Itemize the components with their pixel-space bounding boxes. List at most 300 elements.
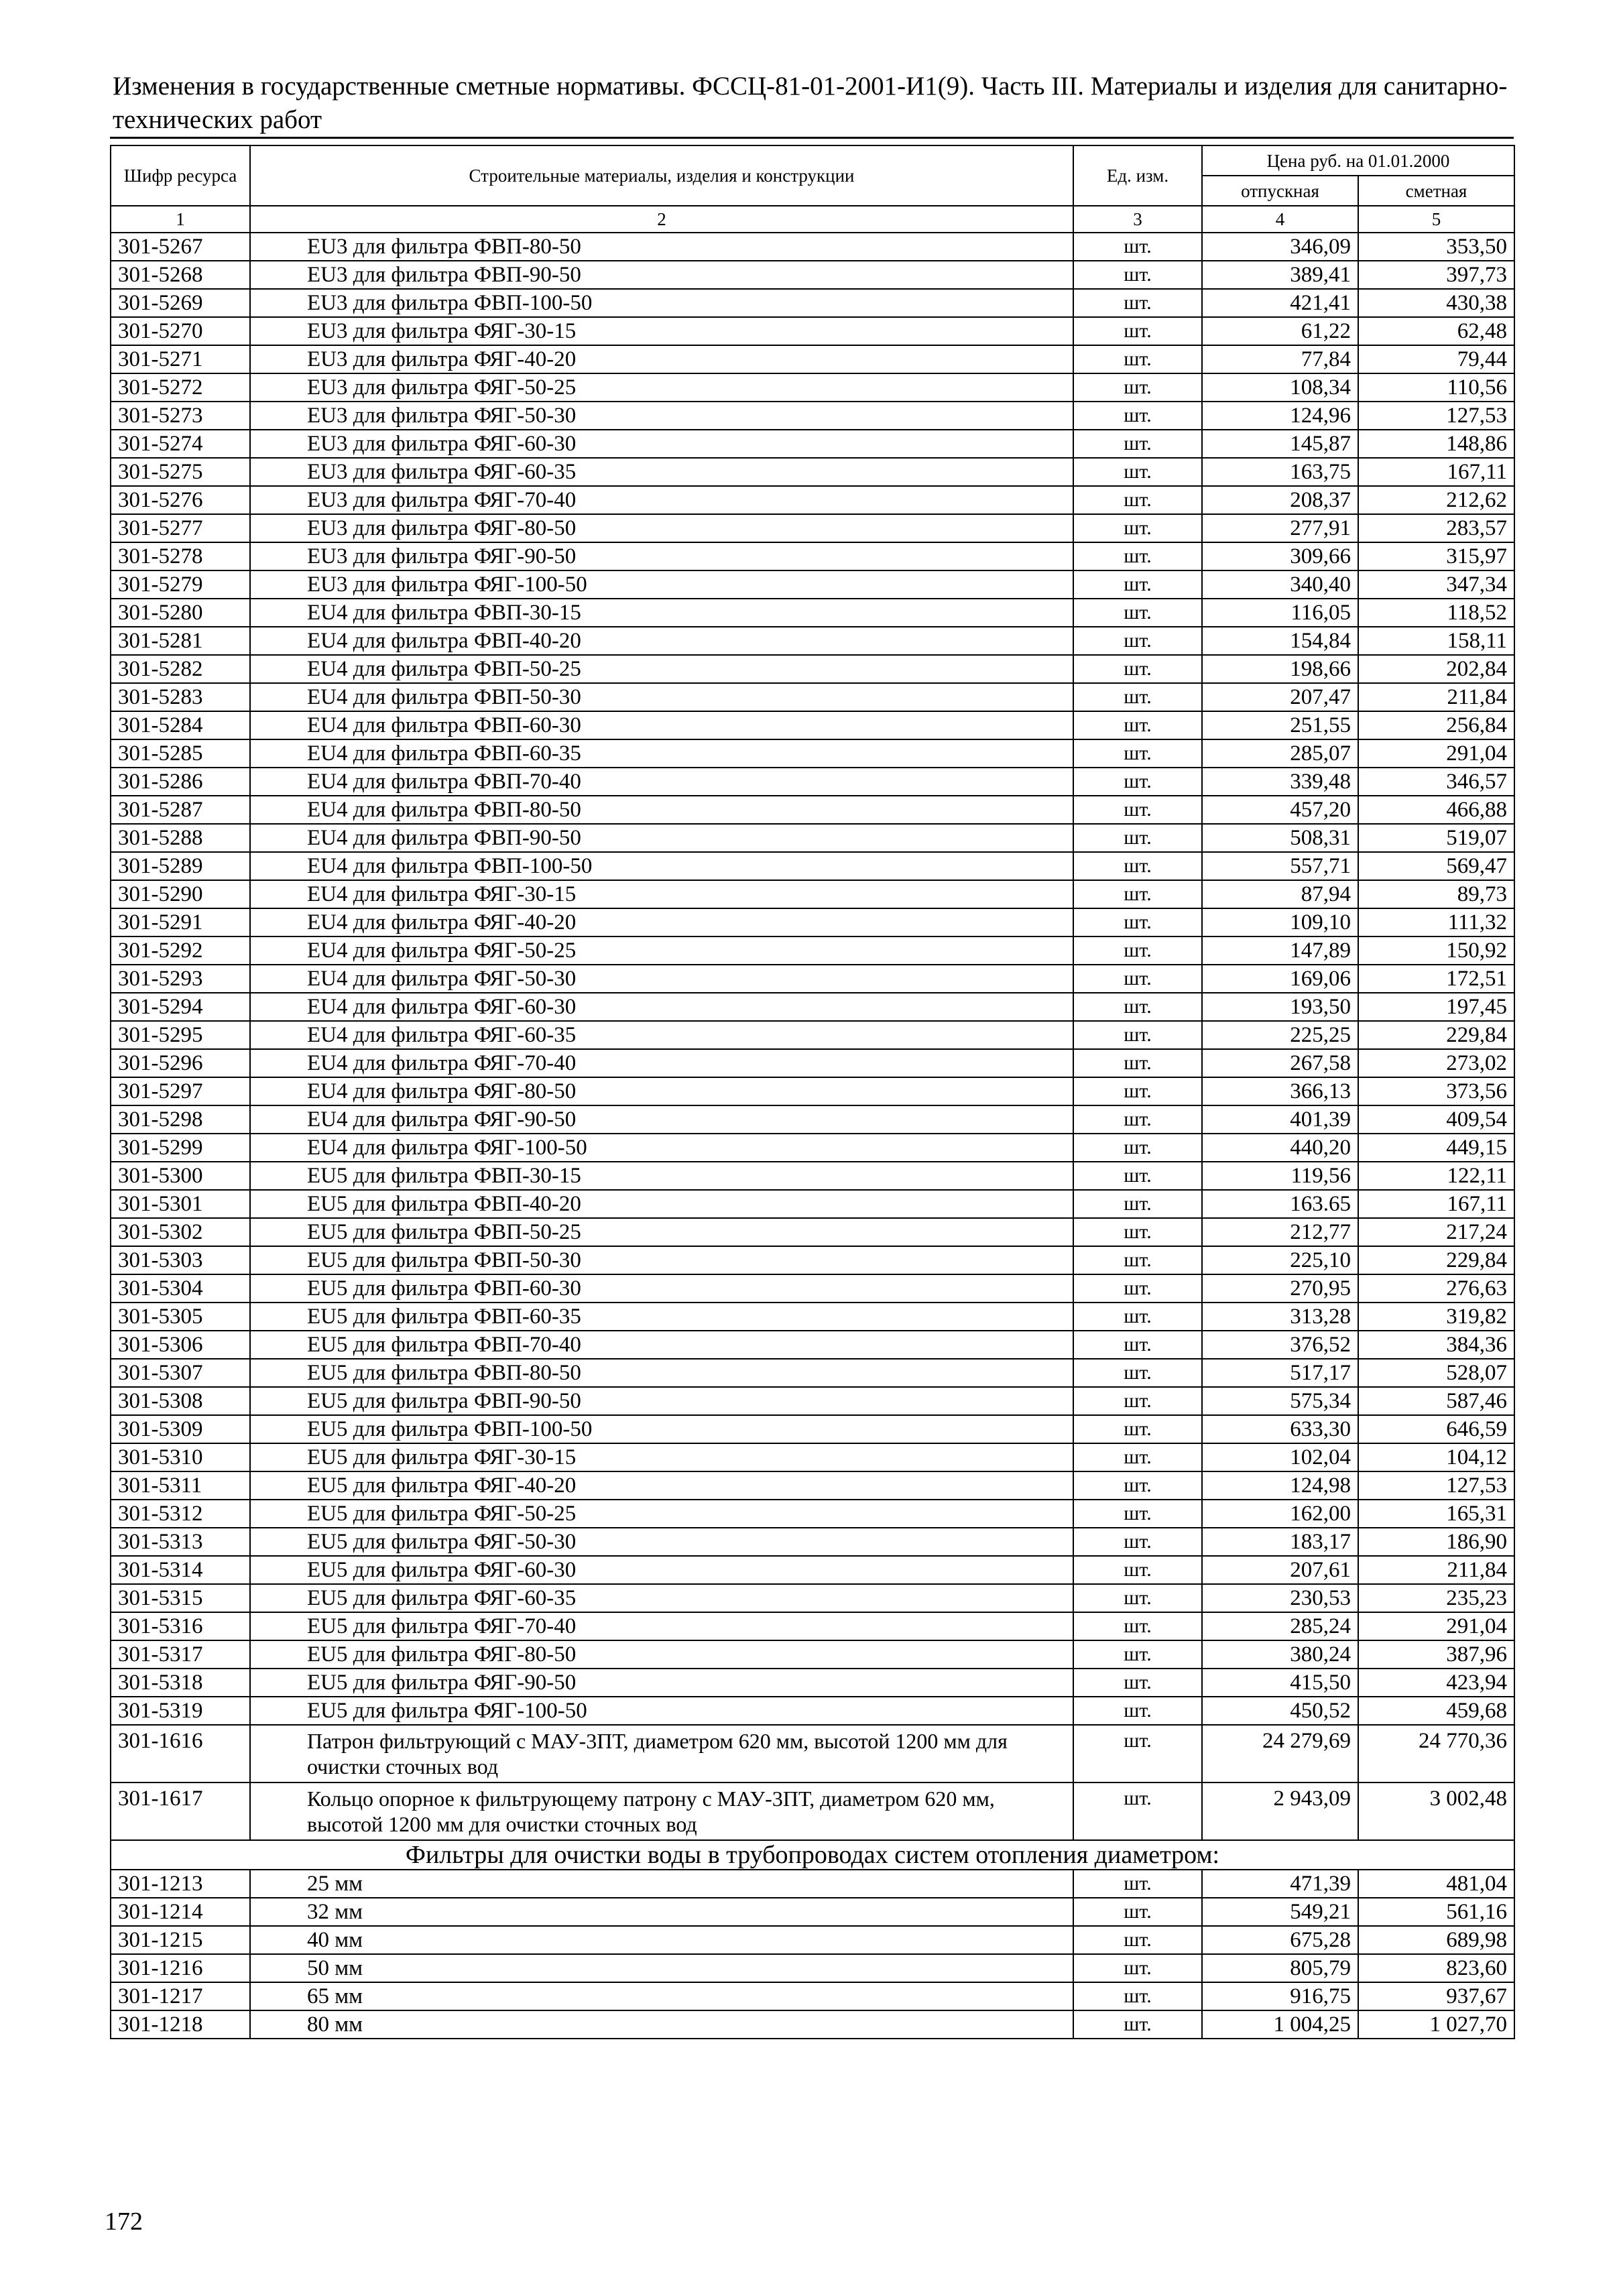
- release-price-cell: 415,50: [1202, 1669, 1358, 1697]
- resource-code-cell: 301-5285: [111, 739, 250, 768]
- estimate-price-cell: 167,11: [1358, 1190, 1514, 1218]
- resource-code-cell: 301-5281: [111, 627, 250, 655]
- table-row: [111, 711, 1514, 739]
- resource-code-cell: 301-1616: [111, 1725, 250, 1783]
- estimate-price-cell: 1 027,70: [1358, 2010, 1514, 2039]
- release-price-cell: 633,30: [1202, 1415, 1358, 1443]
- release-price-cell: 366,13: [1202, 1077, 1358, 1105]
- release-price-cell: 77,84: [1202, 345, 1358, 373]
- unit-cell: шт.: [1073, 739, 1202, 768]
- unit-cell: шт.: [1073, 1105, 1202, 1134]
- estimate-price-cell: 276,63: [1358, 1274, 1514, 1303]
- unit-cell: шт.: [1073, 1443, 1202, 1471]
- table-row: [111, 261, 1514, 289]
- table-body: [111, 233, 1514, 2039]
- unit-cell: шт.: [1073, 880, 1202, 908]
- release-price-cell: 380,24: [1202, 1640, 1358, 1669]
- estimate-price-cell: 346,57: [1358, 768, 1514, 796]
- release-price-cell: 309,66: [1202, 542, 1358, 570]
- material-name-cell: EU5 для фильтра ФВП-40-20: [250, 1190, 1073, 1218]
- unit-cell: шт.: [1073, 1077, 1202, 1105]
- estimate-price-cell: 3 002,48: [1358, 1783, 1514, 1840]
- release-price-cell: 207,47: [1202, 683, 1358, 711]
- material-name-cell: EU4 для фильтра ФЯГ-80-50: [250, 1077, 1073, 1105]
- material-name-cell: EU3 для фильтра ФВП-90-50: [250, 261, 1073, 289]
- unit-cell: шт.: [1073, 1783, 1202, 1840]
- resource-code-cell: 301-5267: [111, 233, 250, 261]
- estimate-price-cell: 273,02: [1358, 1049, 1514, 1077]
- release-price-cell: 207,61: [1202, 1556, 1358, 1584]
- table-row: [111, 965, 1514, 993]
- table-row: [111, 1134, 1514, 1162]
- material-name-cell: EU5 для фильтра ФЯГ-60-35: [250, 1584, 1073, 1612]
- table-row: [111, 1640, 1514, 1669]
- estimate-price-cell: 423,94: [1358, 1669, 1514, 1697]
- material-name-cell: EU5 для фильтра ФЯГ-60-30: [250, 1556, 1073, 1584]
- estimate-price-cell: 569,47: [1358, 852, 1514, 880]
- unit-cell: шт.: [1073, 711, 1202, 739]
- release-price-cell: 108,34: [1202, 373, 1358, 402]
- release-price-cell: 87,94: [1202, 880, 1358, 908]
- table-row: [111, 1926, 1514, 1954]
- material-name-cell: EU5 для фильтра ФВП-100-50: [250, 1415, 1073, 1443]
- estimate-price-cell: 197,45: [1358, 993, 1514, 1021]
- release-price-cell: 163,75: [1202, 458, 1358, 486]
- table-row: [111, 2010, 1514, 2039]
- release-price-cell: 2 943,09: [1202, 1783, 1358, 1840]
- material-name-cell: 32 мм: [250, 1898, 1073, 1926]
- release-price-cell: 24 279,69: [1202, 1725, 1358, 1783]
- estimate-price-cell: 291,04: [1358, 1612, 1514, 1640]
- estimate-price-cell: 211,84: [1358, 683, 1514, 711]
- resource-code-cell: 301-5293: [111, 965, 250, 993]
- resource-code-cell: 301-1213: [111, 1870, 250, 1898]
- release-price-cell: 163.65: [1202, 1190, 1358, 1218]
- release-price-cell: 457,20: [1202, 796, 1358, 824]
- release-price-cell: 277,91: [1202, 514, 1358, 542]
- col-code-header: Шифр ресурса: [111, 145, 250, 206]
- material-name-cell: 25 мм: [250, 1870, 1073, 1898]
- unit-cell: шт.: [1073, 1954, 1202, 1982]
- material-name-cell: EU4 для фильтра ФВП-60-30: [250, 711, 1073, 739]
- estimate-price-cell: 823,60: [1358, 1954, 1514, 1982]
- resource-code-cell: 301-1217: [111, 1982, 250, 2010]
- release-price-cell: 557,71: [1202, 852, 1358, 880]
- resource-code-cell: 301-5290: [111, 880, 250, 908]
- estimate-price-cell: 122,11: [1358, 1162, 1514, 1190]
- resource-code-cell: 301-5303: [111, 1246, 250, 1274]
- unit-cell: шт.: [1073, 1584, 1202, 1612]
- material-name-cell: EU3 для фильтра ФЯГ-60-35: [250, 458, 1073, 486]
- table-row: [111, 289, 1514, 317]
- unit-cell: шт.: [1073, 599, 1202, 627]
- resource-code-cell: 301-5307: [111, 1359, 250, 1387]
- estimate-price-cell: 481,04: [1358, 1870, 1514, 1898]
- release-price-cell: 313,28: [1202, 1303, 1358, 1331]
- estimate-price-cell: 127,53: [1358, 1471, 1514, 1500]
- resource-code-cell: 301-5277: [111, 514, 250, 542]
- resource-code-cell: 301-1214: [111, 1898, 250, 1926]
- col-number: 2: [250, 206, 1073, 233]
- material-name-cell: EU5 для фильтра ФЯГ-100-50: [250, 1697, 1073, 1725]
- table-row: [111, 430, 1514, 458]
- table-row: [111, 852, 1514, 880]
- table-row: [111, 824, 1514, 852]
- resource-code-cell: 301-1215: [111, 1926, 250, 1954]
- resource-code-cell: 301-5301: [111, 1190, 250, 1218]
- release-price-cell: 508,31: [1202, 824, 1358, 852]
- table-row: [111, 599, 1514, 627]
- table-row: [111, 542, 1514, 570]
- table-row: [111, 1274, 1514, 1303]
- material-name-cell: 50 мм: [250, 1954, 1073, 1982]
- material-name-cell: EU5 для фильтра ФЯГ-90-50: [250, 1669, 1073, 1697]
- unit-cell: шт.: [1073, 542, 1202, 570]
- release-price-cell: 198,66: [1202, 655, 1358, 683]
- unit-cell: шт.: [1073, 373, 1202, 402]
- material-name-cell: EU3 для фильтра ФЯГ-30-15: [250, 317, 1073, 345]
- table-row: [111, 233, 1514, 261]
- table-row: [111, 655, 1514, 683]
- table-row: [111, 1783, 1514, 1840]
- estimate-price-cell: 127,53: [1358, 402, 1514, 430]
- estimate-price-cell: 353,50: [1358, 233, 1514, 261]
- unit-cell: шт.: [1073, 1898, 1202, 1926]
- resource-code-cell: 301-5279: [111, 570, 250, 599]
- unit-cell: шт.: [1073, 1303, 1202, 1331]
- estimate-price-cell: 315,97: [1358, 542, 1514, 570]
- col-price-header: Цена руб. на 01.01.2000: [1202, 145, 1514, 176]
- release-price-cell: 346,09: [1202, 233, 1358, 261]
- table-row: [111, 627, 1514, 655]
- table-row: [111, 1303, 1514, 1331]
- release-price-cell: 109,10: [1202, 908, 1358, 936]
- material-name-cell: EU4 для фильтра ФВП-80-50: [250, 796, 1073, 824]
- material-name-cell: EU4 для фильтра ФЯГ-60-35: [250, 1021, 1073, 1049]
- material-name-cell: EU4 для фильтра ФВП-90-50: [250, 824, 1073, 852]
- unit-cell: шт.: [1073, 1134, 1202, 1162]
- unit-cell: шт.: [1073, 655, 1202, 683]
- table-row: [111, 1246, 1514, 1274]
- material-name-cell: EU3 для фильтра ФЯГ-70-40: [250, 486, 1073, 514]
- release-price-cell: 145,87: [1202, 430, 1358, 458]
- material-name-cell: EU5 для фильтра ФЯГ-50-25: [250, 1500, 1073, 1528]
- release-price-cell: 549,21: [1202, 1898, 1358, 1926]
- material-name-cell: EU4 для фильтра ФЯГ-100-50: [250, 1134, 1073, 1162]
- release-price-cell: 340,40: [1202, 570, 1358, 599]
- material-name-cell: EU4 для фильтра ФЯГ-50-30: [250, 965, 1073, 993]
- release-price-cell: 471,39: [1202, 1870, 1358, 1898]
- unit-cell: шт.: [1073, 1190, 1202, 1218]
- estimate-price-cell: 89,73: [1358, 880, 1514, 908]
- table-row: [111, 1443, 1514, 1471]
- release-price-cell: 230,53: [1202, 1584, 1358, 1612]
- unit-cell: шт.: [1073, 683, 1202, 711]
- release-price-cell: 61,22: [1202, 317, 1358, 345]
- table-row: [111, 1954, 1514, 1982]
- resource-code-cell: 301-5316: [111, 1612, 250, 1640]
- table-header: [111, 145, 1514, 233]
- unit-cell: шт.: [1073, 458, 1202, 486]
- release-price-cell: 401,39: [1202, 1105, 1358, 1134]
- table-row: [111, 768, 1514, 796]
- table-row: [111, 1331, 1514, 1359]
- table-row: [111, 739, 1514, 768]
- estimate-price-cell: 62,48: [1358, 317, 1514, 345]
- release-price-cell: 376,52: [1202, 1331, 1358, 1359]
- resource-code-cell: 301-5311: [111, 1471, 250, 1500]
- estimate-price-cell: 449,15: [1358, 1134, 1514, 1162]
- table-row: [111, 1359, 1514, 1387]
- release-price-cell: 421,41: [1202, 289, 1358, 317]
- estimate-price-cell: 561,16: [1358, 1898, 1514, 1926]
- column-number-row: [111, 206, 1514, 233]
- estimate-price-cell: 229,84: [1358, 1246, 1514, 1274]
- unit-cell: шт.: [1073, 1640, 1202, 1669]
- unit-cell: шт.: [1073, 1556, 1202, 1584]
- table-row: [111, 796, 1514, 824]
- col-name-header: Строительные материалы, изделия и конструкции: [250, 145, 1073, 206]
- estimate-price-cell: 150,92: [1358, 936, 1514, 965]
- resource-code-cell: 301-5309: [111, 1415, 250, 1443]
- resource-code-cell: 301-5297: [111, 1077, 250, 1105]
- unit-cell: шт.: [1073, 1415, 1202, 1443]
- release-price-cell: 389,41: [1202, 261, 1358, 289]
- resource-code-cell: 301-5270: [111, 317, 250, 345]
- material-name-cell: Патрон фильтрующий с МАУ-3ПТ, диаметром 620 мм, высотой 1200 мм для очистки сточных вод: [250, 1725, 1073, 1783]
- section-title: Фильтры для очистки воды в трубопроводах систем отопления диаметром:: [111, 1840, 1514, 1870]
- unit-cell: шт.: [1073, 1471, 1202, 1500]
- material-name-cell: EU5 для фильтра ФВП-30-15: [250, 1162, 1073, 1190]
- resource-code-cell: 301-5286: [111, 768, 250, 796]
- table-row: [111, 1415, 1514, 1443]
- resource-code-cell: 301-5317: [111, 1640, 250, 1669]
- material-name-cell: EU4 для фильтра ФЯГ-70-40: [250, 1049, 1073, 1077]
- resource-code-cell: 301-5299: [111, 1134, 250, 1162]
- material-name-cell: EU4 для фильтра ФЯГ-60-30: [250, 993, 1073, 1021]
- unit-cell: шт.: [1073, 1926, 1202, 1954]
- estimate-price-cell: 430,38: [1358, 289, 1514, 317]
- estimate-price-cell: 110,56: [1358, 373, 1514, 402]
- release-price-cell: 675,28: [1202, 1926, 1358, 1954]
- resource-code-cell: 301-5275: [111, 458, 250, 486]
- resource-code-cell: 301-5271: [111, 345, 250, 373]
- col-number: 4: [1202, 206, 1358, 233]
- material-name-cell: EU3 для фильтра ФЯГ-60-30: [250, 430, 1073, 458]
- unit-cell: шт.: [1073, 1218, 1202, 1246]
- estimate-price-cell: 384,36: [1358, 1331, 1514, 1359]
- release-price-cell: 251,55: [1202, 711, 1358, 739]
- resource-code-cell: 301-5306: [111, 1331, 250, 1359]
- table-row: [111, 373, 1514, 402]
- unit-cell: шт.: [1073, 402, 1202, 430]
- release-price-cell: 208,37: [1202, 486, 1358, 514]
- unit-cell: шт.: [1073, 1359, 1202, 1387]
- table-row: [111, 1077, 1514, 1105]
- release-price-cell: 193,50: [1202, 993, 1358, 1021]
- estimate-price-cell: 158,11: [1358, 627, 1514, 655]
- release-price-cell: 124,98: [1202, 1471, 1358, 1500]
- estimate-price-cell: 373,56: [1358, 1077, 1514, 1105]
- material-name-cell: EU3 для фильтра ФЯГ-50-30: [250, 402, 1073, 430]
- table-row: [111, 1021, 1514, 1049]
- unit-cell: шт.: [1073, 486, 1202, 514]
- table-row: [111, 683, 1514, 711]
- resource-code-cell: 301-5288: [111, 824, 250, 852]
- resource-code-cell: 301-5276: [111, 486, 250, 514]
- table-row: [111, 1898, 1514, 1926]
- resource-code-cell: 301-5298: [111, 1105, 250, 1134]
- release-price-cell: 124,96: [1202, 402, 1358, 430]
- table-row: [111, 993, 1514, 1021]
- resource-code-cell: 301-5296: [111, 1049, 250, 1077]
- table-row: [111, 1105, 1514, 1134]
- resource-code-cell: 301-5308: [111, 1387, 250, 1415]
- table-row: [111, 1500, 1514, 1528]
- material-name-cell: EU3 для фильтра ФЯГ-100-50: [250, 570, 1073, 599]
- table-row: [111, 880, 1514, 908]
- release-price-cell: 225,10: [1202, 1246, 1358, 1274]
- table-row: [111, 1669, 1514, 1697]
- col-number: 1: [111, 206, 250, 233]
- table-row: [111, 317, 1514, 345]
- unit-cell: шт.: [1073, 1331, 1202, 1359]
- material-name-cell: EU4 для фильтра ФВП-60-35: [250, 739, 1073, 768]
- material-name-cell: EU5 для фильтра ФВП-70-40: [250, 1331, 1073, 1359]
- resource-code-cell: 301-5274: [111, 430, 250, 458]
- release-price-cell: 225,25: [1202, 1021, 1358, 1049]
- unit-cell: шт.: [1073, 570, 1202, 599]
- release-price-cell: 575,34: [1202, 1387, 1358, 1415]
- estimate-price-cell: 229,84: [1358, 1021, 1514, 1049]
- material-name-cell: EU3 для фильтра ФЯГ-40-20: [250, 345, 1073, 373]
- resource-code-cell: 301-5292: [111, 936, 250, 965]
- material-name-cell: 65 мм: [250, 1982, 1073, 2010]
- material-name-cell: EU5 для фильтра ФВП-60-30: [250, 1274, 1073, 1303]
- material-name-cell: EU5 для фильтра ФВП-50-30: [250, 1246, 1073, 1274]
- release-price-cell: 450,52: [1202, 1697, 1358, 1725]
- material-name-cell: Кольцо опорное к фильтрующему патрону с МАУ-3ПТ, диаметром 620 мм, высотой 1200 мм для очистки сточных вод: [250, 1783, 1073, 1840]
- unit-cell: шт.: [1073, 1162, 1202, 1190]
- resource-code-cell: 301-5280: [111, 599, 250, 627]
- resource-code-cell: 301-5294: [111, 993, 250, 1021]
- resource-code-cell: 301-5269: [111, 289, 250, 317]
- material-name-cell: EU5 для фильтра ФЯГ-30-15: [250, 1443, 1073, 1471]
- release-price-cell: 517,17: [1202, 1359, 1358, 1387]
- resource-code-cell: 301-1218: [111, 2010, 250, 2039]
- material-name-cell: EU3 для фильтра ФВП-80-50: [250, 233, 1073, 261]
- estimate-price-cell: 148,86: [1358, 430, 1514, 458]
- material-name-cell: EU3 для фильтра ФЯГ-50-25: [250, 373, 1073, 402]
- estimate-price-cell: 202,84: [1358, 655, 1514, 683]
- estimate-price-cell: 111,32: [1358, 908, 1514, 936]
- material-name-cell: EU4 для фильтра ФВП-70-40: [250, 768, 1073, 796]
- col-release-price-header: отпускная: [1202, 176, 1358, 206]
- col-unit-header: Ед. изм.: [1073, 145, 1202, 206]
- material-name-cell: EU4 для фильтра ФВП-40-20: [250, 627, 1073, 655]
- release-price-cell: 285,07: [1202, 739, 1358, 768]
- resource-code-cell: 301-1617: [111, 1783, 250, 1840]
- unit-cell: шт.: [1073, 852, 1202, 880]
- unit-cell: шт.: [1073, 317, 1202, 345]
- release-price-cell: 183,17: [1202, 1528, 1358, 1556]
- page-header-title: Изменения в государственные сметные нормативы. ФССЦ-81-01-2001-И1(9). Часть III. Материалы и изделия для санитарно-технических работ: [113, 72, 1508, 134]
- unit-cell: шт.: [1073, 1982, 1202, 2010]
- estimate-price-cell: 167,11: [1358, 458, 1514, 486]
- resource-code-cell: 301-5314: [111, 1556, 250, 1584]
- resource-code-cell: 301-5273: [111, 402, 250, 430]
- estimate-price-cell: 256,84: [1358, 711, 1514, 739]
- table-row: [111, 1162, 1514, 1190]
- unit-cell: шт.: [1073, 1870, 1202, 1898]
- release-price-cell: 916,75: [1202, 1982, 1358, 2010]
- estimate-price-cell: 283,57: [1358, 514, 1514, 542]
- resource-code-cell: 301-5284: [111, 711, 250, 739]
- resource-code-cell: 301-5310: [111, 1443, 250, 1471]
- estimate-price-cell: 211,84: [1358, 1556, 1514, 1584]
- col-estimate-price-header: сметная: [1358, 176, 1514, 206]
- estimate-price-cell: 165,31: [1358, 1500, 1514, 1528]
- release-price-cell: 169,06: [1202, 965, 1358, 993]
- resource-code-cell: 301-5295: [111, 1021, 250, 1049]
- estimate-price-cell: 387,96: [1358, 1640, 1514, 1669]
- release-price-cell: 339,48: [1202, 768, 1358, 796]
- release-price-cell: 119,56: [1202, 1162, 1358, 1190]
- unit-cell: шт.: [1073, 965, 1202, 993]
- material-name-cell: EU5 для фильтра ФЯГ-40-20: [250, 1471, 1073, 1500]
- estimate-price-cell: 217,24: [1358, 1218, 1514, 1246]
- table-row: [111, 458, 1514, 486]
- unit-cell: шт.: [1073, 2010, 1202, 2039]
- resource-code-cell: 301-5318: [111, 1669, 250, 1697]
- estimate-price-cell: 212,62: [1358, 486, 1514, 514]
- unit-cell: шт.: [1073, 1246, 1202, 1274]
- col-number: 5: [1358, 206, 1514, 233]
- material-name-cell: EU3 для фильтра ФЯГ-80-50: [250, 514, 1073, 542]
- estimate-price-cell: 172,51: [1358, 965, 1514, 993]
- table-row: [111, 1528, 1514, 1556]
- unit-cell: шт.: [1073, 1669, 1202, 1697]
- resource-code-cell: 301-5313: [111, 1528, 250, 1556]
- material-name-cell: EU5 для фильтра ФВП-60-35: [250, 1303, 1073, 1331]
- unit-cell: шт.: [1073, 1697, 1202, 1725]
- unit-cell: шт.: [1073, 1049, 1202, 1077]
- table-row: [111, 1049, 1514, 1077]
- material-name-cell: EU4 для фильтра ФВП-100-50: [250, 852, 1073, 880]
- col-number: 3: [1073, 206, 1202, 233]
- section-row: [111, 1840, 1514, 1870]
- resource-code-cell: 301-5305: [111, 1303, 250, 1331]
- release-price-cell: 270,95: [1202, 1274, 1358, 1303]
- material-name-cell: EU5 для фильтра ФЯГ-70-40: [250, 1612, 1073, 1640]
- release-price-cell: 212,77: [1202, 1218, 1358, 1246]
- table-row: [111, 1471, 1514, 1500]
- resource-code-cell: 301-5289: [111, 852, 250, 880]
- resource-code-cell: 301-5302: [111, 1218, 250, 1246]
- resource-code-cell: 301-5283: [111, 683, 250, 711]
- table-row: [111, 345, 1514, 373]
- release-price-cell: 285,24: [1202, 1612, 1358, 1640]
- table-row: [111, 1982, 1514, 2010]
- material-name-cell: EU5 для фильтра ФЯГ-50-30: [250, 1528, 1073, 1556]
- material-name-cell: EU4 для фильтра ФВП-50-30: [250, 683, 1073, 711]
- unit-cell: шт.: [1073, 1725, 1202, 1783]
- material-name-cell: EU5 для фильтра ФВП-80-50: [250, 1359, 1073, 1387]
- table-row: [111, 1584, 1514, 1612]
- material-name-cell: EU4 для фильтра ФВП-30-15: [250, 599, 1073, 627]
- estimate-price-cell: 689,98: [1358, 1926, 1514, 1954]
- resource-code-cell: 301-5315: [111, 1584, 250, 1612]
